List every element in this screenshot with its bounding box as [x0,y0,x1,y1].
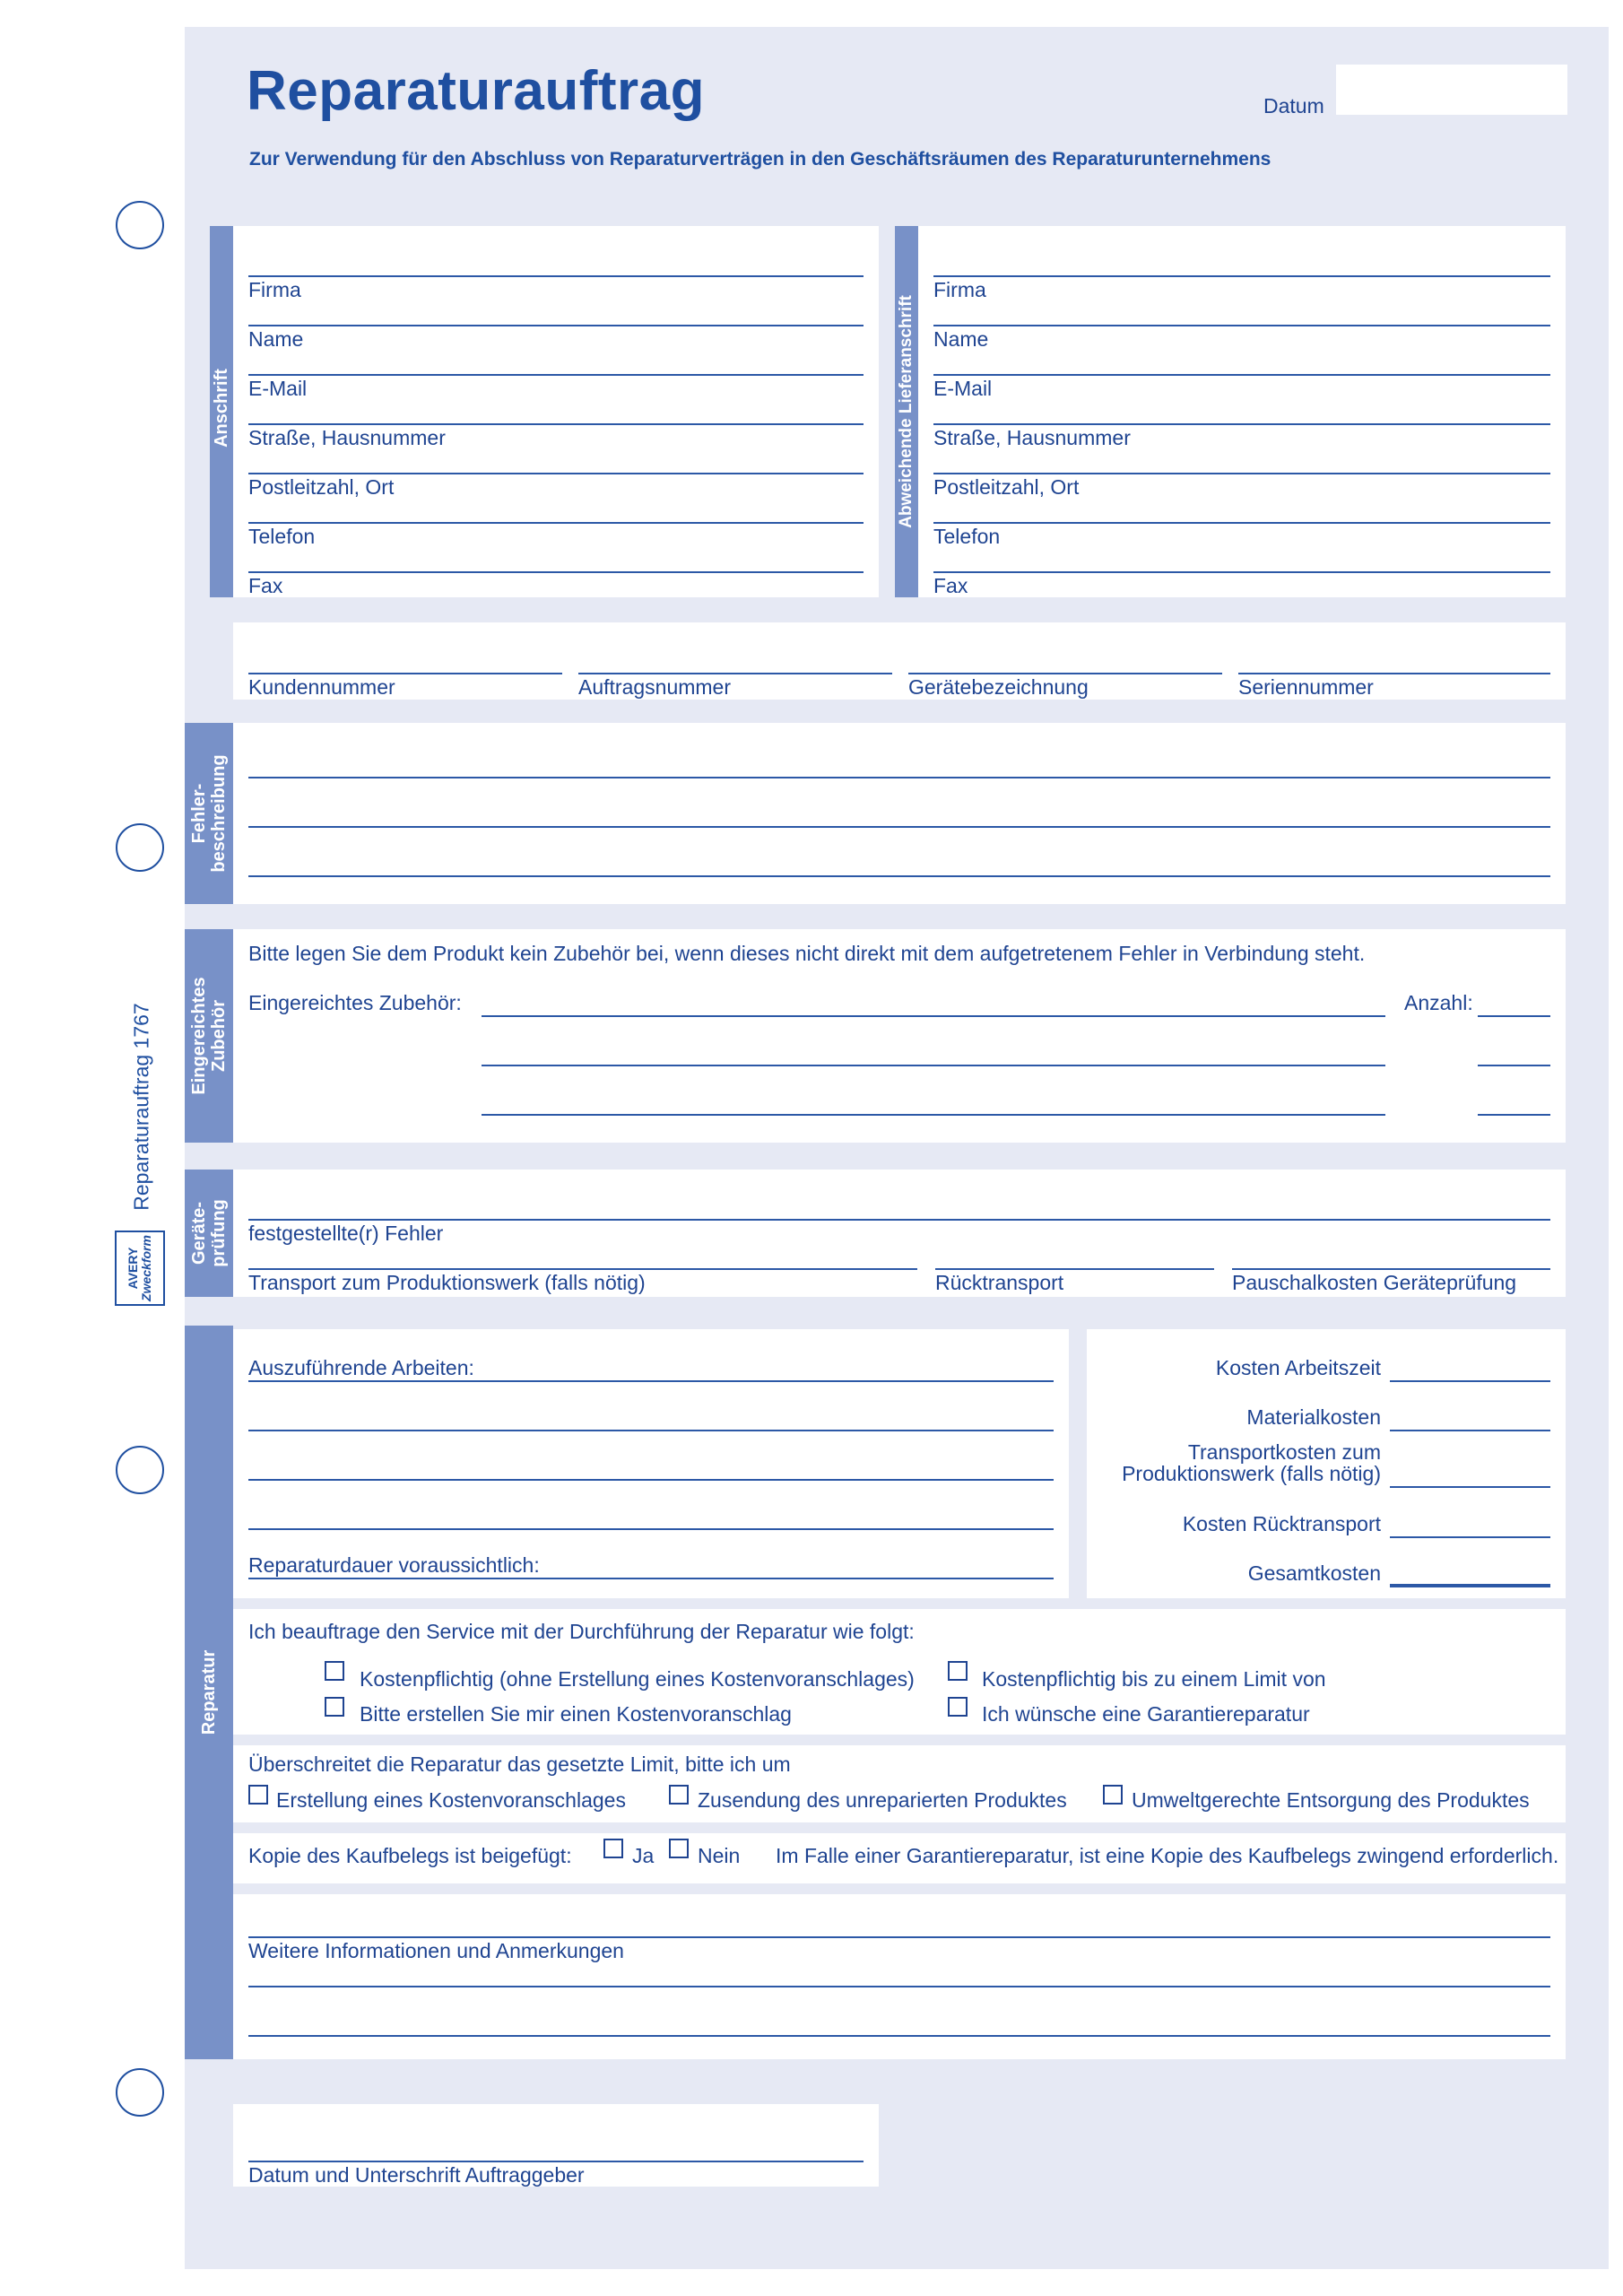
instruct-label: Ich beauftrage den Service mit der Durchführung der Reparatur wie folgt: [248,1620,915,1643]
address-line-zip[interactable] [248,473,864,474]
duration-label: Reparaturdauer voraussichtlich: [248,1553,540,1577]
transport-label: Transport zum Produktionswerk (falls nötig) [248,1271,646,1294]
tab-reparatur-label: Reparatur [199,1649,219,1735]
punch-hole-1 [116,201,164,249]
limit-dispose-label: Umweltgerechte Entsorgung des Produktes [1132,1788,1530,1812]
signature-label: Datum und Unterschrift Auftraggeber [248,2163,585,2187]
receipt-yes-label: Ja [632,1844,655,1867]
return-transport-line[interactable] [935,1268,1214,1270]
address-label-email: E-Mail [248,377,308,400]
delivery-label-street: Straße, Hausnummer [933,426,1131,449]
receipt-yes-checkbox[interactable] [603,1839,623,1858]
limit-estimate-checkbox[interactable] [248,1785,268,1805]
punch-hole-4 [116,2068,164,2117]
delivery-label-name: Name [933,327,989,351]
tab-lieferanschrift-label: Abweichende Lieferanschrift [897,295,916,528]
address-label-phone: Telefon [248,525,316,548]
return-transport-label: Rücktransport [935,1271,1064,1294]
return-cost-line[interactable] [1390,1536,1550,1538]
page-title: Reparaturauftrag [247,60,705,122]
transport-cost-label-2: Produktionswerk (falls nötig) [1122,1462,1381,1485]
receipt-no-checkbox[interactable] [669,1839,689,1858]
work-label: Auszuführende Arbeiten: [248,1356,474,1379]
address-line-phone[interactable] [248,522,864,524]
address-line-firma[interactable] [248,275,864,277]
option-estimate-label: Bitte erstellen Sie mir einen Kostenvoranschlag [360,1702,792,1726]
transport-line[interactable] [248,1268,917,1270]
accessories-label: Eingereichtes Zubehör: [248,991,462,1014]
tab-geraetepruefung-label: Geräte- prüfung [189,1199,229,1267]
accessories-line-1[interactable] [482,1015,1385,1017]
device-name-label: Gerätebezeichnung [908,675,1089,699]
tab-fehlerbeschreibung-label: Fehler- beschreibung [189,754,229,873]
tab-zubehoer-label: Eingereichtes Zubehör [189,977,229,1095]
delivery-label-email: E-Mail [933,377,993,400]
option-limit-label: Kostenpflichtig bis zu einem Limit von [982,1667,1326,1691]
option-paid-label: Kostenpflichtig (ohne Erstellung eines Kostenvoranschlages) [360,1667,915,1691]
option-warranty-label: Ich wünsche eine Garantiereparatur [982,1702,1310,1726]
total-cost-label: Gesamtkosten [1247,1561,1381,1585]
work-line-4[interactable] [248,1528,1054,1530]
form-subtitle: Zur Verwendung für den Abschluss von Reparaturverträgen in den Geschäftsräumen des Reparaturunternehmens [249,149,1271,170]
delivery-label-phone: Telefon [933,525,1001,548]
serial-number-label: Seriennummer [1238,675,1374,699]
serial-number-line[interactable] [1238,673,1550,674]
date-label: Datum [1263,94,1324,117]
material-cost-line[interactable] [1390,1430,1550,1431]
notes-line-3[interactable] [248,2035,1550,2037]
limit-label: Überschreitet die Reparatur das gesetzte Limit, bitte ich um [248,1752,791,1776]
delivery-line-email[interactable] [933,374,1550,376]
notes-line-2[interactable] [248,1986,1550,1987]
address-line-street[interactable] [248,423,864,425]
found-fault-line[interactable] [248,1219,1550,1221]
delivery-line-zip[interactable] [933,473,1550,474]
flat-cost-line[interactable] [1232,1268,1550,1270]
work-line-3[interactable] [248,1479,1054,1481]
avery-zweckform-logo: AVERY Zweckform [115,1231,165,1306]
punch-hole-3 [116,1446,164,1494]
limit-return-label: Zusendung des unreparierten Produktes [698,1788,1067,1812]
address-label-fax: Fax [248,574,283,597]
limit-return-checkbox[interactable] [669,1785,689,1805]
quantity-line-2[interactable] [1478,1065,1550,1066]
order-number-line[interactable] [578,673,892,674]
limit-estimate-label: Erstellung eines Kostenvoranschlages [276,1788,626,1812]
side-form-number: Reparaturauftrag 1767 [129,1003,153,1211]
flat-cost-label: Pauschalkosten Geräteprüfung [1232,1271,1517,1294]
address-line-name[interactable] [248,325,864,326]
address-panel [233,226,879,597]
limit-dispose-checkbox[interactable] [1103,1785,1123,1805]
accessories-note: Bitte legen Sie dem Produkt kein Zubehör bei, wenn dieses nicht direkt mit dem aufgetretenem Fehler in Verbindung steht. [248,942,1366,965]
delivery-label-zip: Postleitzahl, Ort [933,475,1080,499]
fault-line-3[interactable] [248,875,1550,877]
notes-label: Weitere Informationen und Anmerkungen [248,1939,624,1962]
punch-hole-2 [116,823,164,872]
address-label-street: Straße, Hausnummer [248,426,446,449]
address-line-email[interactable] [248,374,864,376]
transport-cost-line[interactable] [1390,1486,1550,1488]
date-field[interactable] [1336,65,1567,115]
quantity-line-3[interactable] [1478,1114,1550,1116]
signature-line[interactable] [248,2161,864,2162]
work-line-2[interactable] [248,1430,1054,1431]
work-line-1[interactable] [248,1380,1054,1382]
tab-anschrift-label: Anschrift [212,369,231,448]
address-label-firma: Firma [248,278,301,301]
delivery-panel [918,226,1566,597]
customer-number-label: Kundennummer [248,675,395,699]
quantity-label: Anzahl: [1404,991,1473,1014]
device-name-line[interactable] [908,673,1222,674]
customer-number-line[interactable] [248,673,562,674]
delivery-line-phone[interactable] [933,522,1550,524]
address-label-zip: Postleitzahl, Ort [248,475,395,499]
found-fault-label: festgestellte(r) Fehler [248,1222,444,1245]
notes-line-1[interactable] [248,1936,1550,1938]
delivery-label-fax: Fax [933,574,968,597]
delivery-line-street[interactable] [933,423,1550,425]
return-cost-label: Kosten Rücktransport [1182,1512,1381,1535]
address-label-name: Name [248,327,304,351]
receipt-no-label: Nein [698,1844,741,1867]
accessories-line-2[interactable] [482,1065,1385,1066]
accessories-line-3[interactable] [482,1114,1385,1116]
option-estimate-checkbox[interactable] [325,1697,344,1717]
fault-line-2[interactable] [248,826,1550,828]
transport-cost-label-1: Transportkosten zum [1187,1440,1381,1464]
option-limit-checkbox[interactable] [948,1661,968,1681]
quantity-line-1[interactable] [1478,1015,1550,1017]
duration-line[interactable] [248,1578,1054,1579]
delivery-line-firma[interactable] [933,275,1550,277]
delivery-line-name[interactable] [933,325,1550,326]
total-cost-line[interactable] [1390,1584,1550,1587]
delivery-line-fax[interactable] [933,571,1550,573]
delivery-label-firma: Firma [933,278,986,301]
labor-cost-line[interactable] [1390,1380,1550,1382]
fault-line-1[interactable] [248,777,1550,778]
receipt-note: Im Falle einer Garantiereparatur, ist eine Kopie des Kaufbelegs zwingend erforderlich. [776,1844,1559,1867]
material-cost-label: Materialkosten [1246,1405,1381,1429]
address-line-fax[interactable] [248,571,864,573]
option-paid-checkbox[interactable] [325,1661,344,1681]
receipt-label: Kopie des Kaufbelegs ist beigefügt: [248,1844,572,1867]
labor-cost-label: Kosten Arbeitszeit [1215,1356,1381,1379]
option-warranty-checkbox[interactable] [948,1697,968,1717]
order-number-label: Auftragsnummer [578,675,732,699]
